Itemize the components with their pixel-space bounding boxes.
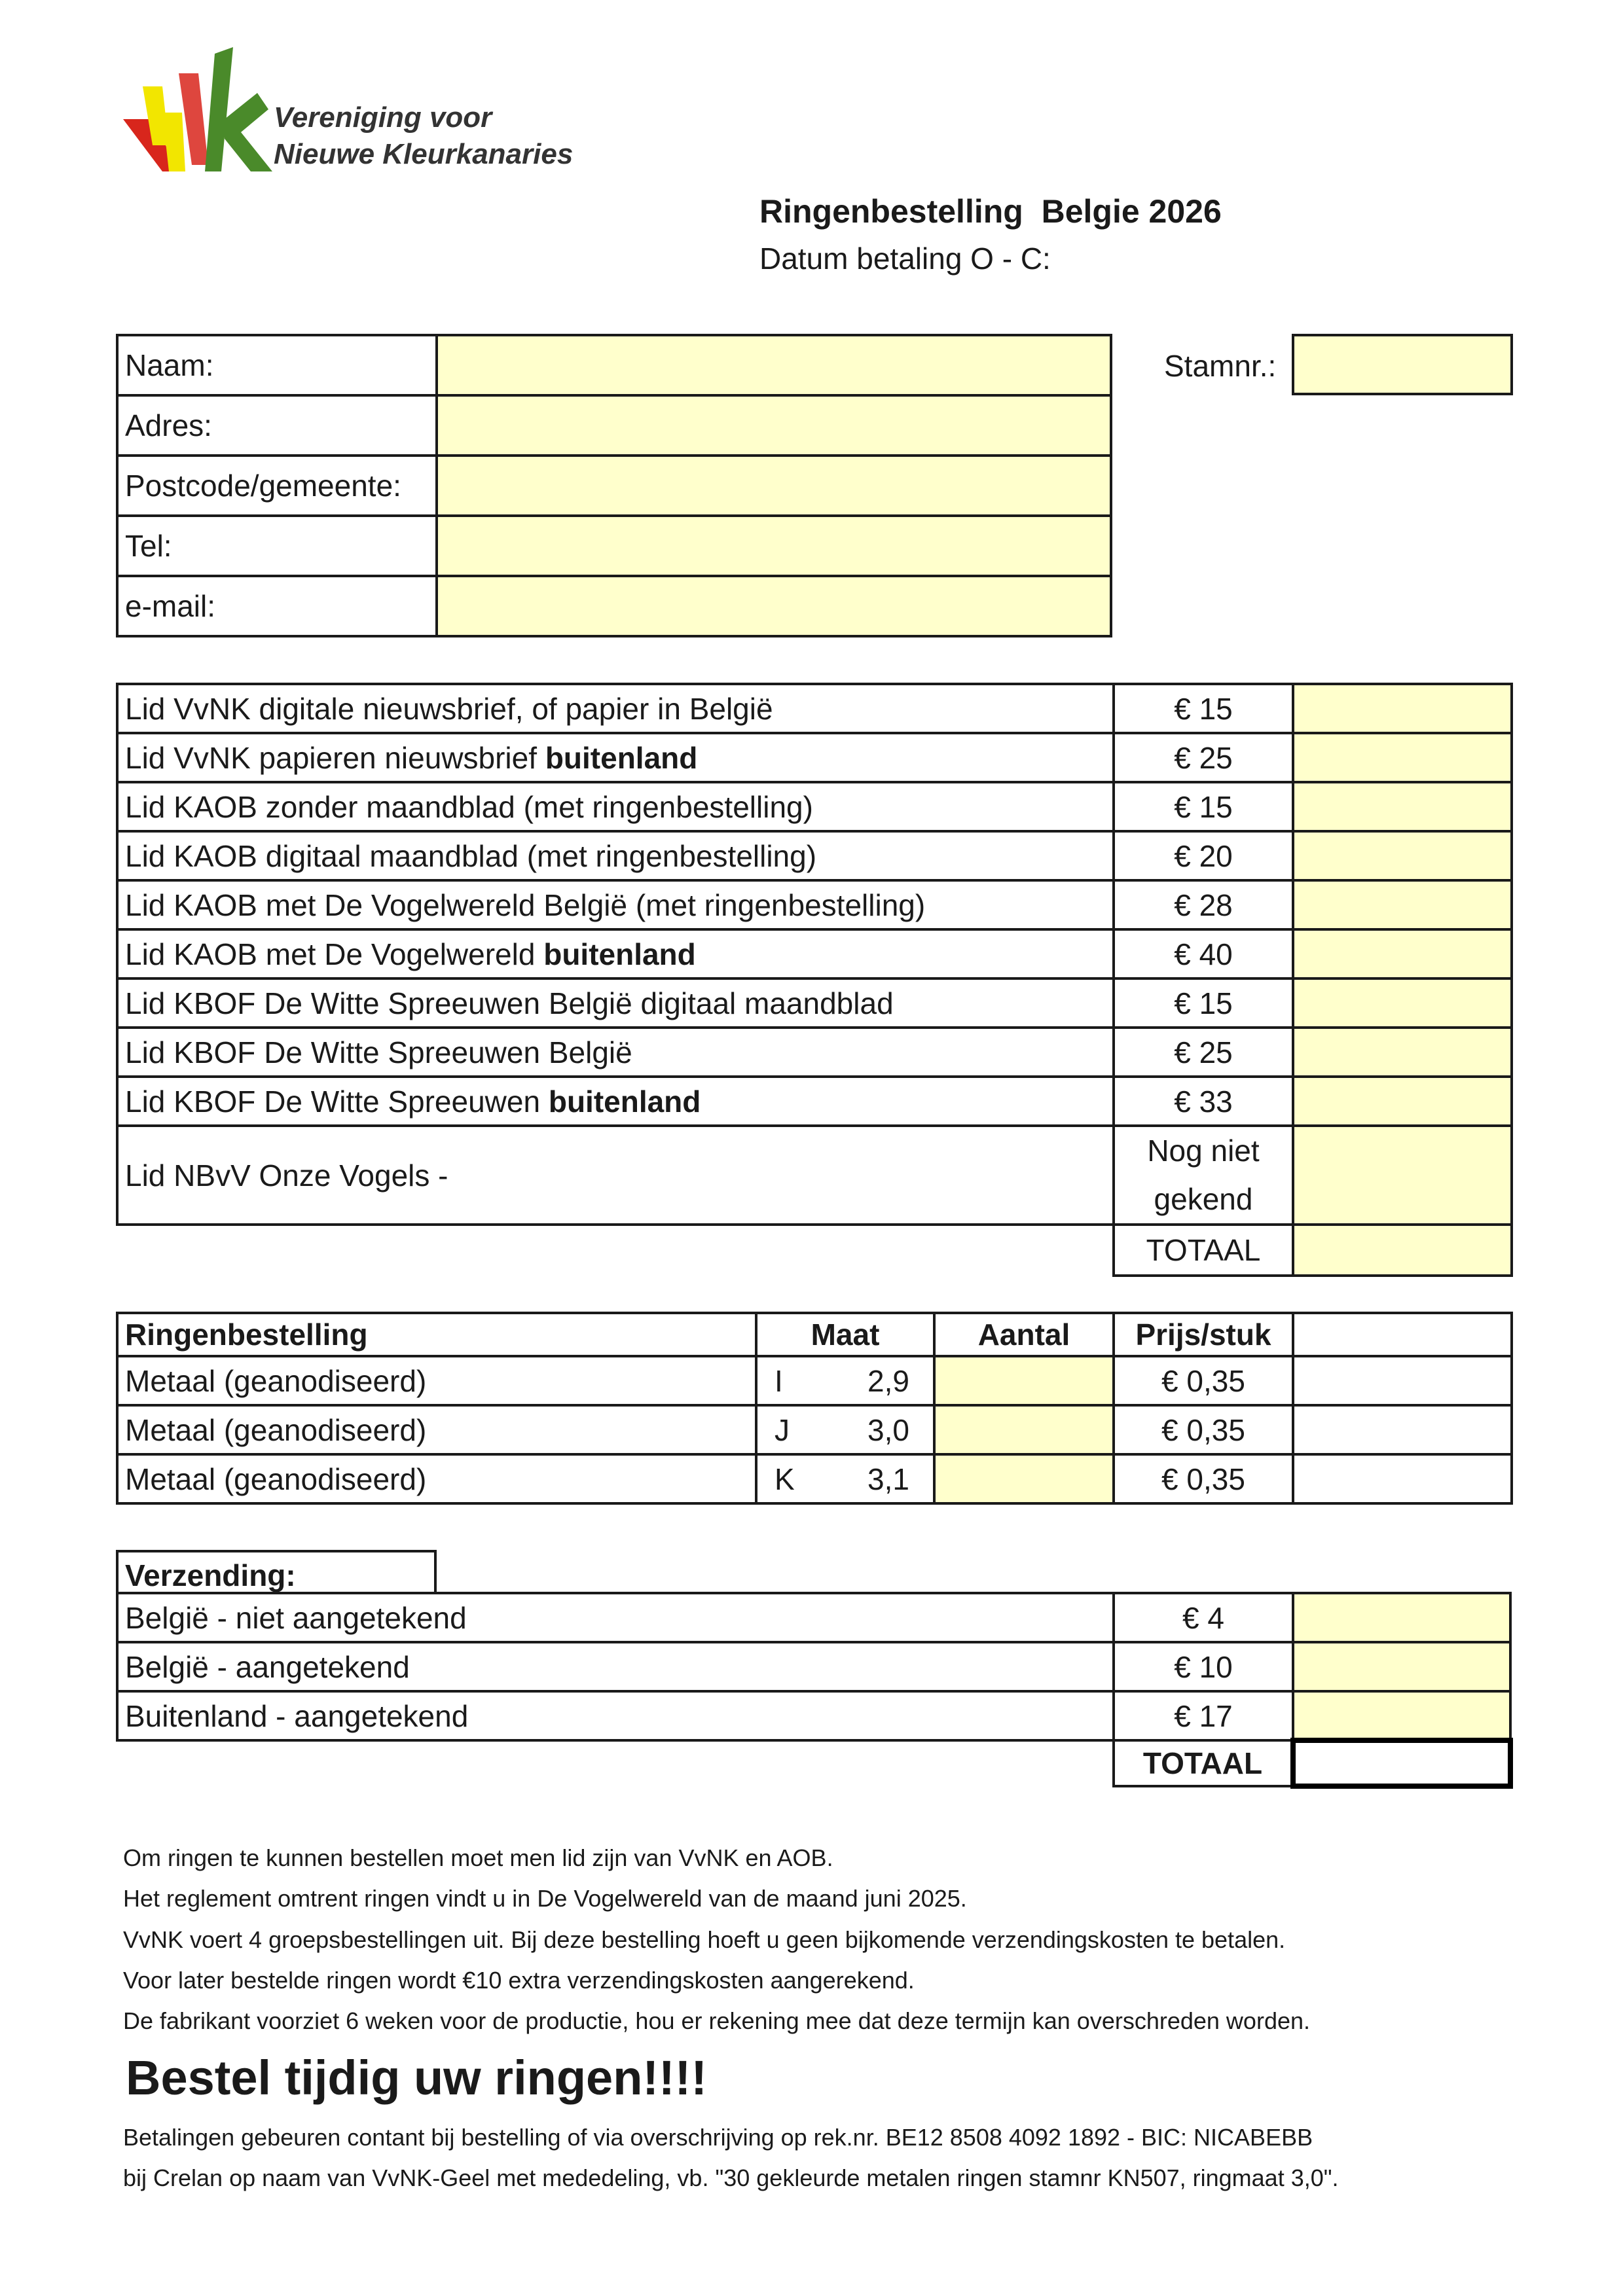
membership-amount-field[interactable] <box>1293 733 1512 782</box>
membership-label: Lid KAOB zonder maandblad (met ringenbestelling) <box>117 782 1114 831</box>
membership-row <box>117 978 1512 1028</box>
contact-row-tel <box>117 516 1111 576</box>
stamnr-label: Stamnr.: <box>1164 349 1277 383</box>
membership-price: € 15 <box>1114 782 1293 831</box>
ring-letter: J <box>756 1405 822 1454</box>
nbvv-amount-field[interactable] <box>1293 1126 1512 1225</box>
ring-size: 3,0 <box>822 1405 934 1454</box>
membership-amount-field[interactable] <box>1293 684 1512 733</box>
name-label: Naam: <box>117 335 437 395</box>
nbvv-label: Lid NBvV Onze Vogels - <box>117 1126 1114 1225</box>
rings-header-row <box>117 1313 1512 1356</box>
address-field[interactable] <box>437 395 1111 456</box>
membership-amount-field[interactable] <box>1293 978 1512 1028</box>
stamnr-field[interactable] <box>1292 334 1513 395</box>
membership-label: Lid KBOF De Witte Spreeuwen België digitaal maandblad <box>117 978 1114 1028</box>
ring-size: 2,9 <box>822 1356 934 1405</box>
shipping-price: € 10 <box>1114 1642 1293 1691</box>
org-name-line1: Vereniging voor <box>274 101 492 134</box>
ring-item: Metaal (geanodiseerd) <box>117 1405 756 1454</box>
contact-table <box>116 334 1112 637</box>
ring-item: Metaal (geanodiseerd) <box>117 1356 756 1405</box>
membership-label: Lid KBOF De Witte Spreeuwen buitenland <box>117 1077 1114 1126</box>
membership-price: € 20 <box>1114 831 1293 880</box>
name-field[interactable] <box>437 335 1111 395</box>
membership-amount-field[interactable] <box>1293 1028 1512 1077</box>
membership-price: € 33 <box>1114 1077 1293 1126</box>
membership-price: € 15 <box>1114 684 1293 733</box>
membership-amount-field[interactable] <box>1293 831 1512 880</box>
shipping-select-field[interactable] <box>1293 1642 1510 1691</box>
membership-row <box>117 1077 1512 1126</box>
membership-row <box>117 684 1512 733</box>
note-line: Het reglement omtrent ringen vindt u in De Vogelwereld van de maand juni 2025. <box>123 1885 967 1912</box>
shipping-label: Buitenland - aangetekend <box>117 1691 1114 1740</box>
shipping-header: Verzending: <box>116 1550 437 1593</box>
ring-qty-field[interactable] <box>934 1454 1114 1503</box>
shipping-price: € 17 <box>1114 1691 1293 1740</box>
email-label: e-mail: <box>117 576 437 636</box>
ring-letter: I <box>756 1356 822 1405</box>
membership-row <box>117 880 1512 929</box>
rings-header-price: Prijs/stuk <box>1114 1313 1293 1356</box>
payment-line: Betalingen gebeuren contant bij bestelling of via overschrijving op rek.nr. BE12 8508 4092 1892 - BIC: NICABEBB <box>123 2124 1313 2151</box>
membership-amount-field[interactable] <box>1293 782 1512 831</box>
ring-item: Metaal (geanodiseerd) <box>117 1454 756 1503</box>
rings-table <box>116 1312 1513 1505</box>
membership-label: Lid KAOB met De Vogelwereld België (met ringenbestelling) <box>117 880 1114 929</box>
membership-row <box>117 782 1512 831</box>
shipping-row <box>117 1642 1510 1691</box>
ring-row <box>117 1356 1512 1405</box>
logo-mark-icon <box>117 47 274 178</box>
membership-price: € 25 <box>1114 1028 1293 1077</box>
nbvv-price: Nog niet gekend <box>1114 1126 1293 1225</box>
shipping-select-field[interactable] <box>1293 1593 1510 1642</box>
membership-label: Lid KAOB digitaal maandblad (met ringenbestelling) <box>117 831 1114 880</box>
payment-line: bij Crelan op naam van VvNK-Geel met mededeling, vb. "30 gekleurde metalen ringen stamnr KN507, ringmaat 3,0". <box>123 2164 1339 2191</box>
email-field[interactable] <box>437 576 1111 636</box>
note-line: De fabrikant voorziet 6 weken voor de productie, hou er rekening mee dat deze termijn kan overschreden worden. <box>123 2007 1311 2034</box>
membership-total-label: TOTAAL <box>1114 1225 1293 1276</box>
contact-row-email <box>117 576 1111 636</box>
contact-row-address <box>117 395 1111 456</box>
shipping-select-field[interactable] <box>1293 1691 1510 1740</box>
membership-label: Lid VvNK digitale nieuwsbrief, of papier in België <box>117 684 1114 733</box>
ring-subtotal <box>1293 1405 1512 1454</box>
ring-row <box>117 1454 1512 1503</box>
shipping-table <box>116 1592 1513 1789</box>
order-in-time-callout: Bestel tijdig uw ringen!!!! <box>126 2051 707 2105</box>
ring-row <box>117 1405 1512 1454</box>
membership-price: € 40 <box>1114 929 1293 978</box>
membership-price: € 28 <box>1114 880 1293 929</box>
shipping-label: België - niet aangetekend <box>117 1593 1114 1642</box>
note-line: Voor later bestelde ringen wordt €10 extra verzendingskosten aangerekend. <box>123 1967 915 1994</box>
page-title: Ringenbestelling Belgie 2026 <box>759 193 1222 230</box>
shipping-row <box>117 1593 1510 1642</box>
membership-row <box>117 1028 1512 1077</box>
membership-row <box>117 831 1512 880</box>
rings-header-size: Maat <box>756 1313 934 1356</box>
org-name-line2: Nieuwe Kleurkanaries <box>274 138 574 170</box>
membership-total-field[interactable] <box>1293 1225 1512 1276</box>
logo <box>117 47 274 178</box>
ring-qty-field[interactable] <box>934 1405 1114 1454</box>
membership-table <box>116 683 1513 1277</box>
membership-amount-field[interactable] <box>1293 929 1512 978</box>
membership-amount-field[interactable] <box>1293 1077 1512 1126</box>
payment-date-label: Datum betaling O - C: <box>759 242 1051 276</box>
ring-price: € 0,35 <box>1114 1356 1293 1405</box>
ring-price: € 0,35 <box>1114 1454 1293 1503</box>
address-label: Adres: <box>117 395 437 456</box>
tel-label: Tel: <box>117 516 437 576</box>
tel-field[interactable] <box>437 516 1111 576</box>
membership-label: Lid KAOB met De Vogelwereld buitenland <box>117 929 1114 978</box>
postcode-label: Postcode/gemeente: <box>117 456 437 516</box>
ring-letter: K <box>756 1454 822 1503</box>
rings-header-qty: Aantal <box>934 1313 1114 1356</box>
shipping-row <box>117 1691 1510 1740</box>
grand-total-field[interactable] <box>1293 1740 1510 1786</box>
contact-row-postcode <box>117 456 1111 516</box>
ring-size: 3,1 <box>822 1454 934 1503</box>
contact-row-name <box>117 335 1111 395</box>
note-line: Om ringen te kunnen bestellen moet men lid zijn van VvNK en AOB. <box>123 1844 833 1871</box>
membership-row-nbvv <box>117 1126 1512 1225</box>
ring-qty-field[interactable] <box>934 1356 1114 1405</box>
ring-subtotal <box>1293 1454 1512 1503</box>
postcode-field[interactable] <box>437 456 1111 516</box>
note-line: VvNK voert 4 groepsbestellingen uit. Bij deze bestelling hoeft u geen bijkomende verzendingskosten te betalen. <box>123 1926 1286 1953</box>
rings-header-item: Ringenbestelling <box>117 1313 756 1356</box>
membership-row <box>117 733 1512 782</box>
membership-price: € 25 <box>1114 733 1293 782</box>
membership-label: Lid VvNK papieren nieuwsbrief buitenland <box>117 733 1114 782</box>
membership-total-row <box>117 1225 1512 1276</box>
ring-price: € 0,35 <box>1114 1405 1293 1454</box>
membership-amount-field[interactable] <box>1293 880 1512 929</box>
shipping-price: € 4 <box>1114 1593 1293 1642</box>
grand-total-row <box>117 1740 1510 1786</box>
membership-price: € 15 <box>1114 978 1293 1028</box>
membership-label: Lid KBOF De Witte Spreeuwen België <box>117 1028 1114 1077</box>
membership-row <box>117 929 1512 978</box>
grand-total-label: TOTAAL <box>1114 1740 1293 1786</box>
shipping-label: België - aangetekend <box>117 1642 1114 1691</box>
ring-subtotal <box>1293 1356 1512 1405</box>
